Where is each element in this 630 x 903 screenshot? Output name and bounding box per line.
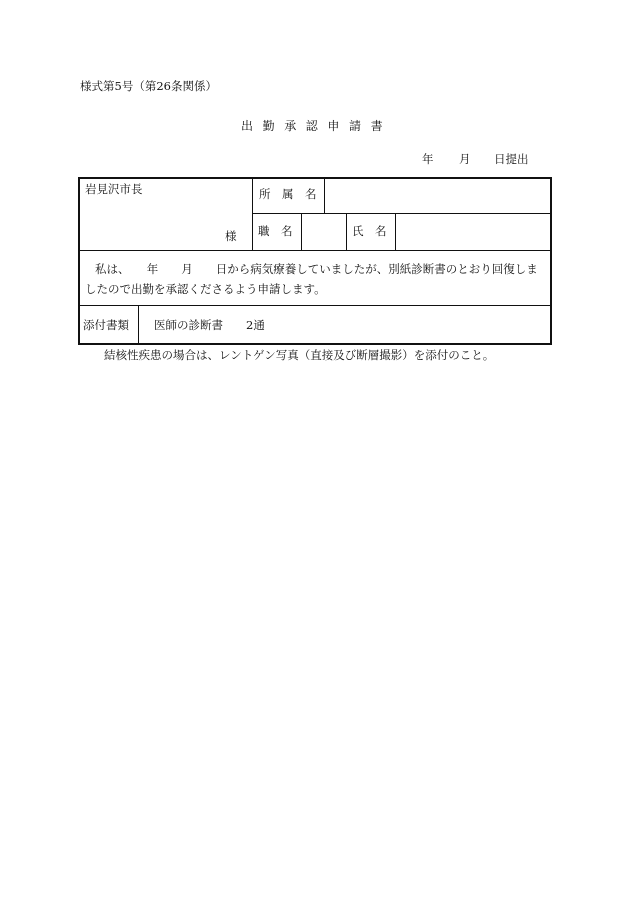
addressee-honorific: 様 bbox=[225, 229, 237, 243]
footnote: 結核性疾患の場合は、レントゲン写真（直接及び断層撮影）を添付のこと。 bbox=[104, 348, 495, 362]
col-divider-name-start bbox=[346, 213, 347, 250]
month-label: 月 bbox=[459, 152, 471, 166]
attachments-label: 添付書類 bbox=[83, 318, 129, 332]
col-divider-attachments bbox=[138, 306, 139, 344]
addressee-name: 岩見沢市長 bbox=[85, 182, 143, 196]
col-divider-position bbox=[301, 213, 302, 250]
row-divider-2 bbox=[79, 250, 551, 251]
position-label: 職 名 bbox=[258, 224, 293, 238]
col-divider-name-label bbox=[395, 213, 396, 250]
document-title: 出勤承認申請書 bbox=[241, 119, 393, 133]
application-text-line-2: したので出勤を承認くださるよう申請します。 bbox=[85, 282, 326, 296]
day-submitted-label: 日提出 bbox=[494, 152, 529, 166]
table-border-top bbox=[78, 177, 552, 179]
attachments-value: 医師の診断書 2通 bbox=[154, 318, 265, 332]
col-divider-addressee bbox=[252, 178, 253, 250]
year-label: 年 bbox=[422, 152, 434, 166]
name-label: 氏 名 bbox=[352, 224, 387, 238]
application-text-line-1: 私は、 年 月 日から病気療養していましたが、別紙診断書のとおり回復しま bbox=[95, 262, 538, 276]
form-number: 様式第5号（第26条関係） bbox=[80, 79, 217, 93]
department-label: 所 属 名 bbox=[259, 187, 317, 201]
col-divider-dept bbox=[324, 178, 325, 213]
row-divider-1 bbox=[252, 213, 551, 214]
table-border-left bbox=[78, 177, 80, 345]
table-border-bottom bbox=[78, 343, 552, 345]
row-divider-3 bbox=[79, 305, 551, 306]
table-border-right bbox=[550, 177, 552, 345]
